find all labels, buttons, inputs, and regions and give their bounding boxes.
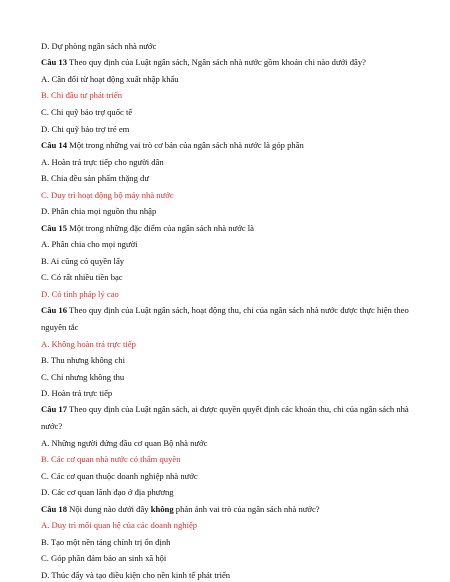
question-text: Nội dung nào dưới đây (67, 504, 151, 514)
option-d: D. Dự phòng ngân sách nhà nước (41, 41, 157, 51)
question-15 (41, 223, 416, 234)
question-text: Theo quy định của Luật ngân sách, ai được quyền quyết định các khoản thu, chi của ngân sách nhà nước? (41, 404, 409, 431)
option-a: A. Hoàn trả trực tiếp cho người dân (41, 157, 164, 167)
question-17 (41, 401, 416, 434)
option-d: D. Chi quỹ bảo trợ trẻ em (41, 124, 130, 134)
option-c: C. Chi quỹ bảo trợ quốc tế (41, 107, 133, 117)
option-c: C. Chi nhưng không thu (41, 372, 125, 382)
question-label: Câu 17 (41, 404, 68, 414)
question-label: Câu 15 (41, 223, 68, 233)
option-b-correct: B. Chi đầu tư phát triển (41, 90, 123, 100)
question-label: Câu 18 (41, 504, 68, 514)
option-a-correct: A. Không hoàn trả trực tiếp (41, 339, 136, 349)
question-text: Một trong những đặc điểm của ngân sách nhà nước là (67, 223, 254, 233)
question-label: Câu 14 (41, 140, 68, 150)
question-label: Câu 16 (41, 305, 68, 315)
option-d: D. Phân chia mọi nguồn thu nhập (41, 206, 157, 216)
option-b: B. Chia đều sản phẩm thặng dư (41, 173, 150, 183)
question-label: Câu 13 (41, 57, 68, 67)
option-d-correct: D. Có tính pháp lý cao (41, 289, 119, 299)
option-d: D. Các cơ quan lãnh đạo ở địa phương (41, 487, 174, 497)
option-a-correct: A. Duy trì mối quan hệ của các doanh nghiệp (41, 520, 198, 530)
question-emphasis: không (150, 504, 174, 514)
option-b: B. Ai cũng có quyền lấy (41, 256, 125, 266)
option-c: C. Có rất nhiều tiền bạc (41, 272, 123, 282)
option-d: D. Hoàn trả trực tiếp (41, 388, 113, 398)
option-b-correct: B. Các cơ quan nhà nước có thẩm quyền (41, 454, 181, 464)
question-14 (41, 140, 416, 151)
question-18 (41, 504, 416, 515)
option-a: A. Phân chia cho mọi người (41, 239, 138, 249)
question-text: Theo quy định của Luật ngân sách, hoạt động thu, chi của ngân sách nhà nước được thực hiện theo nguyên tắc (41, 305, 409, 332)
question-16 (41, 302, 416, 335)
option-c: C. Các cơ quan thuộc doanh nghiệp nhà nước (41, 471, 198, 481)
option-c: C. Góp phần đảm bảo an sinh xã hội (41, 553, 167, 563)
option-b: B. Tạo một nền tảng chính trị ổn định (41, 537, 171, 547)
question-text-end: phản ánh vai trò của ngân sách nhà nước? (173, 504, 320, 514)
question-13 (41, 57, 416, 68)
option-b: B. Thu nhưng không chi (41, 355, 125, 365)
question-text: Một trong những vai trò cơ bản của ngân sách nhà nước là góp phần (67, 140, 304, 150)
option-c-correct: C. Duy trì hoạt động bộ máy nhà nước (41, 190, 174, 200)
option-a: A. Những người đứng đầu cơ quan Bộ nhà nước (41, 438, 208, 448)
question-text: Theo quy định của Luật ngân sách, Ngân sách nhà nước gồm khoản chi nào dưới đây? (67, 57, 366, 67)
option-d: D. Thúc đẩy và tạo điều kiện cho nền kinh tế phát triển (41, 570, 231, 580)
option-a: A. Cân đối từ hoạt động xuất nhập khẩu (41, 74, 179, 84)
